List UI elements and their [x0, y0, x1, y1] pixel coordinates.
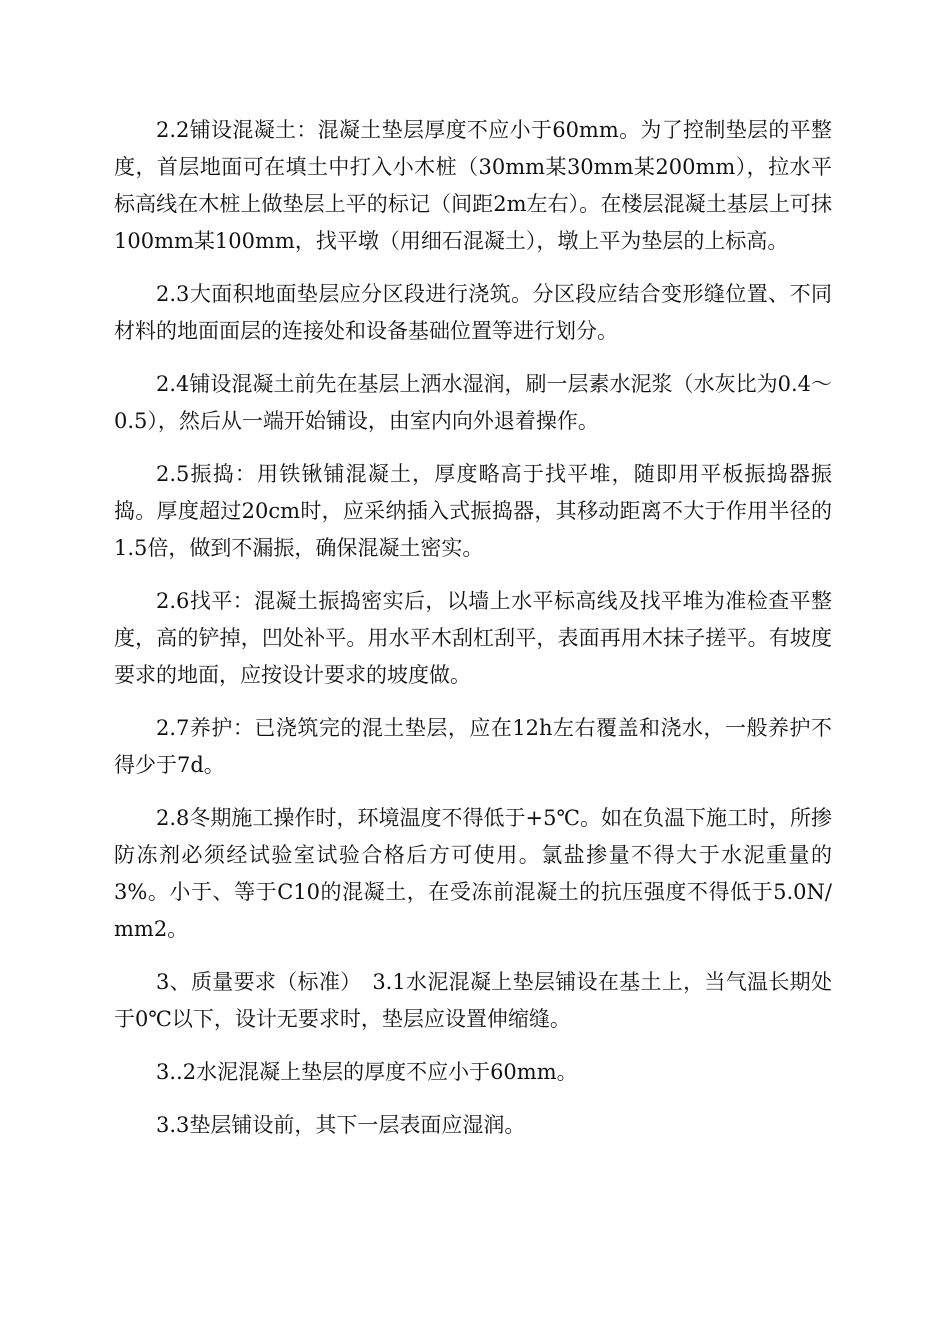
- document-body: [114, 112, 832, 1160]
- paragraph-2-2: 2.2铺设混凝土：混凝土垫层厚度不应小于60mm。为了控制垫层的平整度，首层地面可在填土中打入小木桩（30mm某30mm某200mm），拉水平标高线在木桩上做垫层上平的标记（间距2m左右）。在楼层混凝土基层上可抹100mm某100mm，找平墩（用细石混凝土），墩上平为垫层的上标高。: [114, 118, 832, 253]
- paragraph-2-7: 2.7养护：已浇筑完的混土垫层，应在12h左右覆盖和浇水，一般养护不得少于7d。: [114, 716, 832, 777]
- paragraph-2-6: 2.6找平：混凝土振捣密实后，以墙上水平标高线及找平堆为准检查平整度，高的铲掉，凹处补平。用水平木刮杠刮平，表面再用木抹子搓平。有坡度要求的地面，应按设计要求的坡度做。: [114, 589, 832, 687]
- paragraph-3-3: 3.3垫层铺设前，其下一层表面应湿润。: [156, 1113, 526, 1137]
- paragraph-3-1: 3、质量要求（标准） 3.1水泥混凝上垫层铺设在基土上，当气温长期处于0℃以下，设计无要求时，垫层应设置伸缩缝。: [114, 970, 832, 1031]
- paragraph-2-5: 2.5振捣：用铁锹铺混凝土，厚度略高于找平堆，随即用平板振捣器振捣。厚度超过20cm时，应采纳插入式振捣器，其移动距离不大于作用半径的1.5倍，做到不漏振，确保混凝土密实。: [114, 462, 832, 560]
- paragraph-2-4: 2.4铺设混凝土前先在基层上洒水湿润，刷一层素水泥浆（水灰比为0.4～0.5），然后从一端开始铺设，由室内向外退着操作。: [114, 372, 832, 433]
- paragraph-2-8: 2.8冬期施工操作时，环境温度不得低于+5℃。如在负温下施工时，所掺防冻剂必须经试验室试验合格后方可使用。氯盐掺量不得大于水泥重量的3%。小于、等于C10的混凝土，在受冻前混凝土的抗压强度不得低于5.0N/mm2。: [114, 806, 832, 941]
- paragraph-2-3: 2.3大面积地面垫层应分区段进行浇筑。分区段应结合变形缝位置、不同材料的地面面层的连接处和设备基础位置等进行划分。: [114, 282, 832, 343]
- paragraph-3-2: 3..2水泥混凝上垫层的厚度不应小于60mm。: [156, 1060, 578, 1084]
